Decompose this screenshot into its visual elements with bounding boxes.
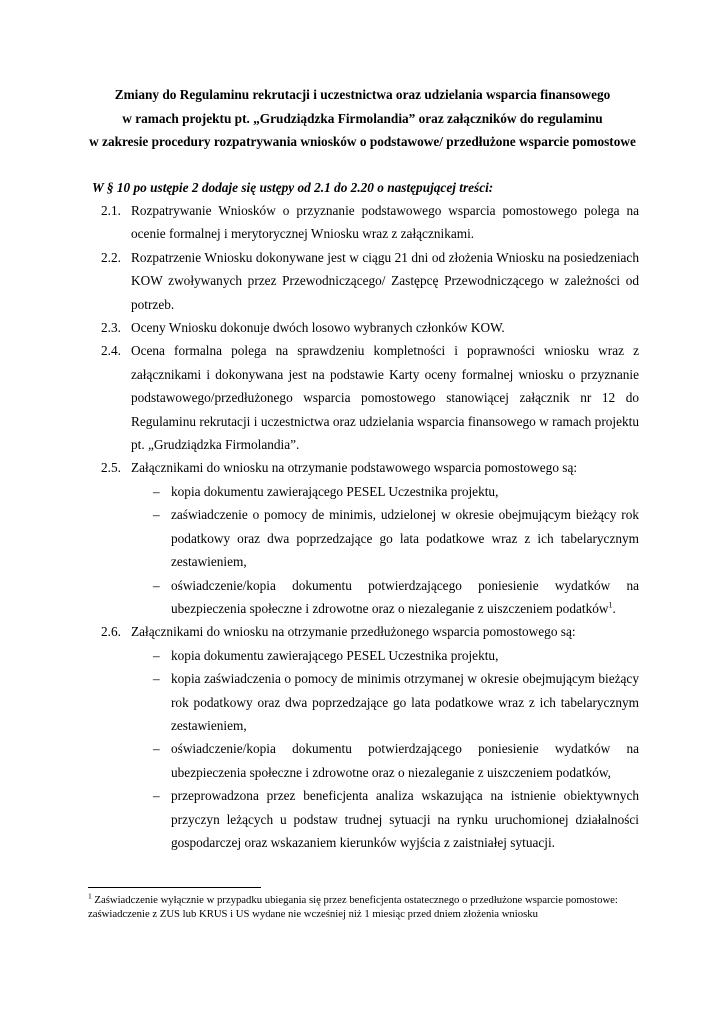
attachment-text: oświadczenie/kopia dokumentu potwierdzającego poniesienie wydatków na ubezpieczenia społeczne i zdrowotne oraz o niezaleganie z uiszczeniem podatków bbox=[171, 577, 639, 616]
provision-number: 2.6. bbox=[101, 624, 121, 640]
provision-number: 2.4. bbox=[101, 343, 121, 359]
attachment-list bbox=[101, 480, 639, 620]
provision-number: 2.5. bbox=[101, 460, 121, 476]
attachment-text: kopia dokumentu zawierającego PESEL Uczestnika projektu, bbox=[171, 647, 499, 663]
dash-bullet: – bbox=[153, 741, 160, 757]
provision-text: Załącznikami do wniosku na otrzymanie przedłużonego wsparcia pomostowego są: bbox=[131, 624, 576, 640]
footnote bbox=[88, 891, 648, 921]
dash-bullet: – bbox=[153, 671, 160, 687]
attachment-text: zaświadczenie o pomocy de minimis, udzielonej w okresie obejmującym bieżący rok podatkowy oraz dwa poprzedzające go lata podatkowe wraz z ich tabelarycznym zestawieniem, bbox=[171, 507, 639, 570]
provisions-list bbox=[101, 199, 639, 854]
document-title bbox=[40, 83, 685, 154]
dash-bullet: – bbox=[153, 577, 160, 593]
attachment-text: przeprowadzona przez beneficjenta analiza wskazująca na istnienie obiektywnych przyczyn leżących u podstaw trudnej sytuacji na rynku uruchomionej działalności gospodarczej oraz wskazaniem kierunków wyjścia z zaistniałej sytuacji. bbox=[171, 788, 639, 850]
title-line-2: w ramach projektu pt. „Grudziądzka Firmolandia” oraz załączników do regulaminu bbox=[122, 110, 603, 126]
dash-bullet: – bbox=[153, 507, 160, 523]
attachment-text: kopia dokumentu zawierającego PESEL Uczestnika projektu, bbox=[171, 483, 499, 499]
dash-bullet: – bbox=[153, 788, 160, 804]
provision-number: 2.1. bbox=[101, 203, 121, 218]
attachment-text-with-footnote bbox=[141, 574, 639, 621]
attachment-list-item bbox=[101, 503, 639, 573]
title-line-1: Zmiany do Regulaminu rekrutacji i uczestnictwa oraz udzielania wsparcia finansowego bbox=[114, 87, 611, 102]
attachment-list bbox=[101, 644, 639, 855]
attachment-list-item bbox=[101, 644, 639, 667]
footnote-text: Zaświadczenie wyłącznie w przypadku ubiegania się przez beneficjenta ostatecznego o przedłużone wsparcie pomostowe: zaświadczenie z ZUS lub KRUS i US wydane nie wcześniej niż 1 miesiąc przed dniem złożenia wniosku bbox=[88, 894, 618, 920]
attachment-text: oświadczenie/kopia dokumentu potwierdzającego poniesienie wydatków na ubezpieczenia społeczne i zdrowotne oraz o niezaleganie z uiszczeniem podatków, bbox=[171, 741, 639, 780]
attachment-text: kopia zaświadczenia o pomocy de minimis otrzymanej w okresie obejmującym bieżący rok podatkowy oraz dwa poprzedzające go lata podatkowe wraz z ich tabelarycznym zestawieniem, bbox=[171, 671, 639, 733]
attachment-list-item bbox=[101, 784, 639, 854]
section-intro: W § 10 po ustępie 2 dodaje się ustępy od 2.1 do 2.20 o następującej treści: bbox=[92, 180, 494, 195]
attachment-list-item bbox=[101, 737, 639, 784]
footnote-reference[interactable]: 1 bbox=[608, 600, 613, 610]
dash-bullet: – bbox=[153, 647, 160, 663]
dash-bullet: – bbox=[153, 483, 160, 499]
provision-text: Rozpatrywanie Wniosków o przyznanie podstawowego wsparcia pomostowego polega na ocenie formalnej i merytorycznej Wniosku wraz z załącznikami. bbox=[131, 203, 639, 242]
provision-item bbox=[101, 199, 639, 246]
title-line-3: w zakresie procedury rozpatrywania wniosków o podstawowe/ przedłużone wsparcie pomostowe bbox=[89, 134, 636, 149]
provision-number: 2.2. bbox=[101, 249, 121, 265]
provision-item bbox=[101, 620, 639, 643]
footnote-marker: 1 bbox=[88, 891, 92, 901]
footnote-separator bbox=[88, 887, 261, 888]
provision-item bbox=[101, 316, 639, 339]
provision-text: Załącznikami do wniosku na otrzymanie podstawowego wsparcia pomostowego są: bbox=[131, 460, 578, 476]
punctuation: . bbox=[612, 600, 616, 616]
provision-number: 2.3. bbox=[101, 320, 121, 336]
provision-text: Oceny Wniosku dokonuje dwóch losowo wybranych członków KOW. bbox=[131, 320, 505, 336]
attachment-list-item bbox=[101, 667, 639, 737]
provision-item bbox=[101, 339, 639, 456]
provision-text: Ocena formalna polega na sprawdzeniu kompletności i poprawności wniosku wraz z załącznikami i dokonywana jest na podstawie Karty oceny formalnej wniosku o przyznanie podstawowego/przedłużonego wsparcia pomostowego stanowiącej załącznik nr 12 do Regulaminu rekrutacji i uczestnictwa oraz udzielania wsparcia finansowego w ramach projektu pt. „Grudziądzka Firmolandia”. bbox=[131, 343, 639, 453]
provision-item bbox=[101, 456, 639, 479]
attachment-list-item bbox=[101, 480, 639, 503]
attachment-list-item bbox=[101, 574, 639, 621]
provision-text: Rozpatrzenie Wniosku dokonywane jest w ciągu 21 dni od złożenia Wniosku na posiedzeniach KOW zwoływanych przez Przewodniczącego/ Zastępcę Przewodniczącego w zależności od potrzeb. bbox=[131, 249, 639, 312]
provision-item bbox=[101, 246, 639, 316]
